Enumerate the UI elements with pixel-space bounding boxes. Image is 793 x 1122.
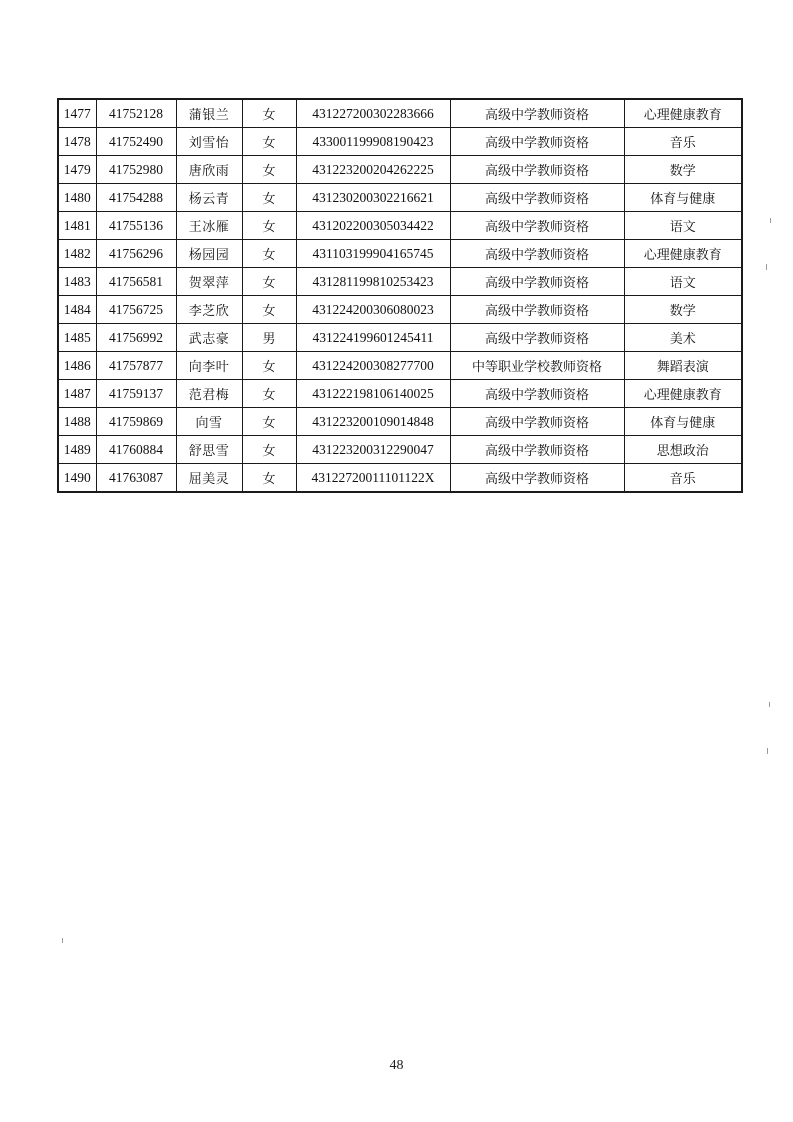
- row-seq: 1482: [58, 240, 96, 268]
- row-qualification: 高级中学教师资格: [450, 268, 624, 296]
- table-row: [58, 268, 742, 296]
- row-subject: 舞蹈表演: [624, 352, 742, 380]
- row-exam-id: 41752128: [96, 99, 176, 128]
- row-qualification: 高级中学教师资格: [450, 212, 624, 240]
- row-exam-id: 41756296: [96, 240, 176, 268]
- row-qualification: 高级中学教师资格: [450, 184, 624, 212]
- row-name: 范君梅: [176, 380, 242, 408]
- row-exam-id: 41763087: [96, 464, 176, 493]
- row-name: 向雪: [176, 408, 242, 436]
- row-subject: 数学: [624, 296, 742, 324]
- row-gender: 女: [242, 240, 296, 268]
- row-qualification: 中等职业学校教师资格: [450, 352, 624, 380]
- row-exam-id: 41760884: [96, 436, 176, 464]
- row-subject: 美术: [624, 324, 742, 352]
- row-subject: 体育与健康: [624, 408, 742, 436]
- row-qualification: 高级中学教师资格: [450, 436, 624, 464]
- row-seq: 1484: [58, 296, 96, 324]
- row-exam-id: 41752490: [96, 128, 176, 156]
- scan-speck: [767, 748, 768, 754]
- row-subject: 音乐: [624, 464, 742, 493]
- row-id-card: 431222198106140025: [296, 380, 450, 408]
- row-name: 贺翠萍: [176, 268, 242, 296]
- row-name: 蒲银兰: [176, 99, 242, 128]
- row-id-card: 431223200204262225: [296, 156, 450, 184]
- candidate-table: [57, 98, 743, 493]
- row-seq: 1488: [58, 408, 96, 436]
- row-subject: 心理健康教育: [624, 99, 742, 128]
- row-id-card: 431223200109014848: [296, 408, 450, 436]
- row-name: 杨园园: [176, 240, 242, 268]
- row-gender: 女: [242, 212, 296, 240]
- row-gender: 女: [242, 380, 296, 408]
- row-gender: 女: [242, 408, 296, 436]
- scan-speck: [62, 938, 63, 943]
- row-gender: 女: [242, 128, 296, 156]
- row-name: 向李叶: [176, 352, 242, 380]
- scan-speck: [766, 264, 767, 270]
- row-id-card: 43122720011101122X: [296, 464, 450, 493]
- row-seq: 1489: [58, 436, 96, 464]
- row-seq: 1477: [58, 99, 96, 128]
- row-id-card: 431224200306080023: [296, 296, 450, 324]
- row-id-card: 431281199810253423: [296, 268, 450, 296]
- row-id-card: 433001199908190423: [296, 128, 450, 156]
- row-seq: 1479: [58, 156, 96, 184]
- row-exam-id: 41756581: [96, 268, 176, 296]
- row-seq: 1490: [58, 464, 96, 493]
- row-qualification: 高级中学教师资格: [450, 464, 624, 493]
- row-id-card: 431103199904165745: [296, 240, 450, 268]
- row-exam-id: 41754288: [96, 184, 176, 212]
- row-gender: 女: [242, 464, 296, 493]
- row-exam-id: 41756725: [96, 296, 176, 324]
- table-row: [58, 408, 742, 436]
- row-seq: 1481: [58, 212, 96, 240]
- row-id-card: 431224200308277700: [296, 352, 450, 380]
- table-row: [58, 240, 742, 268]
- row-name: 刘雪怡: [176, 128, 242, 156]
- candidate-table-body: [58, 99, 742, 492]
- row-name: 王冰雁: [176, 212, 242, 240]
- table-row: [58, 324, 742, 352]
- row-gender: 女: [242, 352, 296, 380]
- scan-speck: [769, 702, 770, 707]
- row-subject: 心理健康教育: [624, 380, 742, 408]
- row-subject: 音乐: [624, 128, 742, 156]
- row-qualification: 高级中学教师资格: [450, 324, 624, 352]
- row-seq: 1480: [58, 184, 96, 212]
- row-id-card: 431227200302283666: [296, 99, 450, 128]
- row-name: 武志豪: [176, 324, 242, 352]
- row-id-card: 431224199601245411: [296, 324, 450, 352]
- row-gender: 女: [242, 184, 296, 212]
- row-exam-id: 41752980: [96, 156, 176, 184]
- row-subject: 心理健康教育: [624, 240, 742, 268]
- row-id-card: 431202200305034422: [296, 212, 450, 240]
- row-exam-id: 41759137: [96, 380, 176, 408]
- row-qualification: 高级中学教师资格: [450, 408, 624, 436]
- row-qualification: 高级中学教师资格: [450, 296, 624, 324]
- row-id-card: 431230200302216621: [296, 184, 450, 212]
- table-row: [58, 156, 742, 184]
- row-seq: 1485: [58, 324, 96, 352]
- row-subject: 语文: [624, 212, 742, 240]
- table-row: [58, 436, 742, 464]
- row-name: 李芝欣: [176, 296, 242, 324]
- row-gender: 女: [242, 99, 296, 128]
- row-seq: 1483: [58, 268, 96, 296]
- table-row: [58, 128, 742, 156]
- row-gender: 女: [242, 268, 296, 296]
- row-id-card: 431223200312290047: [296, 436, 450, 464]
- page-number: 48: [389, 1058, 404, 1073]
- row-subject: 语文: [624, 268, 742, 296]
- row-exam-id: 41759869: [96, 408, 176, 436]
- row-subject: 思想政治: [624, 436, 742, 464]
- table-row: [58, 296, 742, 324]
- scan-speck: [770, 218, 771, 223]
- table-row: [58, 184, 742, 212]
- row-gender: 女: [242, 156, 296, 184]
- row-qualification: 高级中学教师资格: [450, 380, 624, 408]
- row-name: 舒思雪: [176, 436, 242, 464]
- row-name: 屈美灵: [176, 464, 242, 493]
- row-name: 唐欣雨: [176, 156, 242, 184]
- row-exam-id: 41755136: [96, 212, 176, 240]
- row-qualification: 高级中学教师资格: [450, 128, 624, 156]
- table-row: [58, 352, 742, 380]
- row-name: 杨云青: [176, 184, 242, 212]
- row-seq: 1487: [58, 380, 96, 408]
- table-row: [58, 212, 742, 240]
- row-gender: 男: [242, 324, 296, 352]
- row-qualification: 高级中学教师资格: [450, 240, 624, 268]
- row-qualification: 高级中学教师资格: [450, 156, 624, 184]
- row-exam-id: 41757877: [96, 352, 176, 380]
- row-seq: 1486: [58, 352, 96, 380]
- table-row: [58, 99, 742, 128]
- row-seq: 1478: [58, 128, 96, 156]
- table-row: [58, 464, 742, 493]
- row-exam-id: 41756992: [96, 324, 176, 352]
- row-qualification: 高级中学教师资格: [450, 99, 624, 128]
- table-row: [58, 380, 742, 408]
- row-subject: 数学: [624, 156, 742, 184]
- row-gender: 女: [242, 296, 296, 324]
- row-gender: 女: [242, 436, 296, 464]
- row-subject: 体育与健康: [624, 184, 742, 212]
